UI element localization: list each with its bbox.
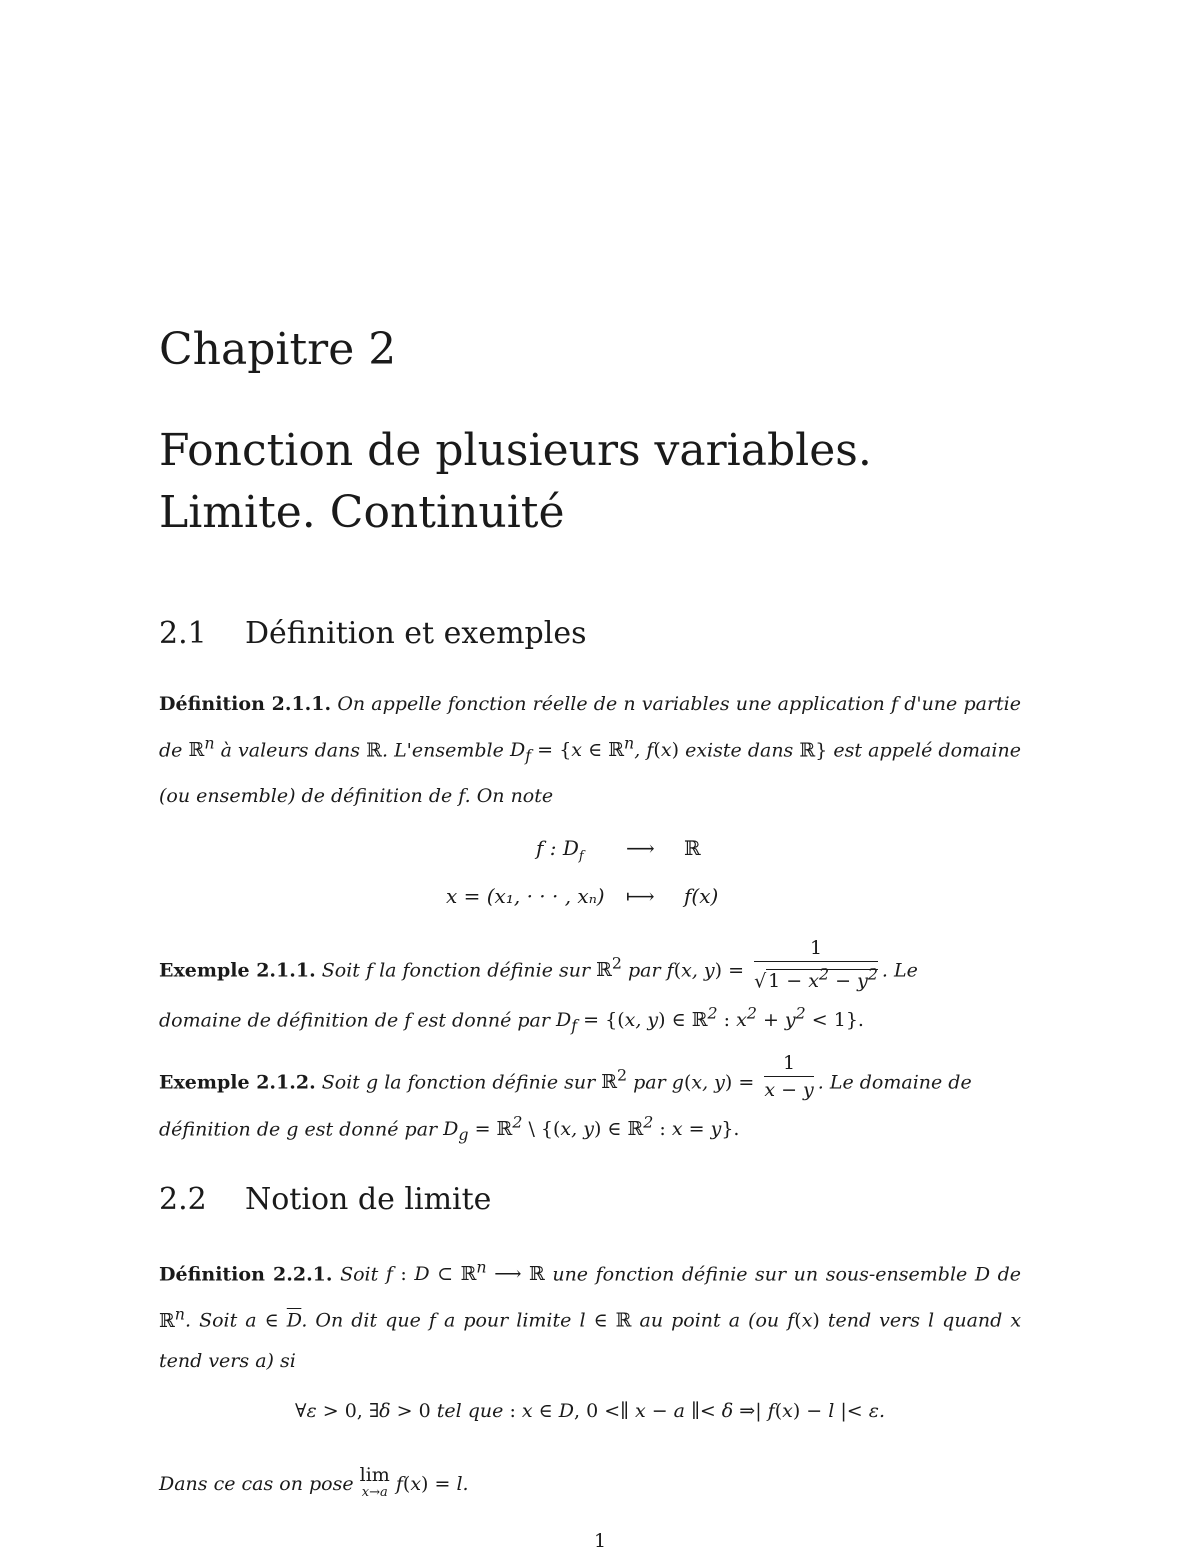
math-f: f xyxy=(458,785,465,808)
ex-text: la fonction définie sur xyxy=(384,1071,596,1094)
def-text: partie de xyxy=(159,693,1021,762)
def-text: tend vers xyxy=(827,1309,920,1332)
fraction-numerator: 1 xyxy=(754,935,878,962)
def-text: à valeurs dans xyxy=(220,739,361,762)
def-text: Soit xyxy=(340,1263,379,1286)
fraction-1-over-sqrt xyxy=(754,935,878,994)
section-number: 2.1 xyxy=(159,616,207,651)
math-fxy: f(x, y) = xyxy=(666,959,745,982)
math-a: a xyxy=(255,1349,267,1372)
math-domain-disc: $D_f = \{(x$, y) ∈ ℝ$^2$ : $x^2 + y^2 < 1$}. xyxy=(556,1003,864,1036)
chapter-title-line1: Fonction de plusieurs variables. xyxy=(159,425,872,476)
math-a-in-dbar: a ∈ $\overline{D}$ xyxy=(245,1309,302,1332)
section-title: Définition et exemples xyxy=(245,616,587,651)
math-x: x xyxy=(1010,1309,1022,1332)
math-fx: f(x) xyxy=(787,1309,820,1332)
def-text: est xyxy=(833,739,863,762)
ex-text: par xyxy=(633,1071,666,1094)
def-text: . On dit que xyxy=(301,1309,421,1332)
lim-subscript: x→a xyxy=(361,1485,388,1500)
math-g: g xyxy=(286,1118,299,1141)
page-number: 1 xyxy=(593,1530,607,1552)
ex-text: Soit xyxy=(321,959,360,982)
mapping-row2-arrow: ⟼ xyxy=(626,884,655,908)
math-gxy: g(x, y) = xyxy=(671,1071,755,1094)
chapter-label: Chapitre 2 xyxy=(159,324,397,375)
lim-word: lim xyxy=(359,1464,390,1486)
math-f: f xyxy=(404,1009,412,1032)
math-n: n xyxy=(623,693,636,715)
def-text: On appelle fonction réelle de xyxy=(337,693,618,715)
mapping-row2-right: f(x) xyxy=(684,884,719,908)
section-heading-2-1 xyxy=(159,614,586,654)
fraction-denominator: √ $1 - x^2 - y^2$ xyxy=(754,964,878,992)
math-fx-eq-l: f(x) = l. xyxy=(395,1473,469,1495)
lim-operator xyxy=(360,1464,390,1500)
math-f-def: f : D ⊂ ℝ$^n$ ⟶ ℝ xyxy=(385,1258,545,1286)
section-title: Notion de limite xyxy=(245,1182,492,1217)
math-l-in-r: l ∈ ℝ xyxy=(579,1309,632,1332)
def-text: d'une xyxy=(904,693,958,715)
def-text: variables une application xyxy=(641,693,885,715)
example-head: Exemple 2.1.2. xyxy=(159,1071,316,1094)
mapping-row-1 xyxy=(536,836,584,864)
definition-head: Définition 2.1.1. xyxy=(159,693,332,715)
chapter-title-line2: Limite. Continuité xyxy=(159,487,565,538)
def-text: tend vers xyxy=(159,1349,250,1372)
def-text: . L'ensemble xyxy=(381,739,504,762)
def-text: quand xyxy=(942,1309,1003,1332)
def-text: ) si xyxy=(266,1349,296,1372)
math-f: f xyxy=(890,693,899,715)
mapping-row1-right: ℝ xyxy=(684,836,701,860)
final-text: Dans ce cas on pose xyxy=(159,1473,354,1495)
mapping-row1-sub: f xyxy=(578,849,584,864)
tel-que-text: tel que xyxy=(436,1400,504,1422)
def-text: . Soit xyxy=(185,1309,238,1332)
ex-text: Soit xyxy=(321,1071,360,1094)
limit-notation xyxy=(159,1464,1021,1504)
math-d: D xyxy=(974,1263,991,1286)
math-g: g xyxy=(365,1071,379,1094)
math-f: f xyxy=(365,959,374,982)
example-2-1-2 xyxy=(159,1051,1021,1155)
math-domain-g: $D_g$ = ℝ$^2$ \ {(x, y) ∈ ℝ$^2$ : x = y}. xyxy=(443,1112,740,1144)
fraction-denominator: x − y xyxy=(764,1078,814,1101)
def-text: appelé domaine (ou ensemble) de définition de xyxy=(159,739,1021,808)
section-number: 2.2 xyxy=(159,1182,207,1217)
definition-head: Définition 2.2.1. xyxy=(159,1263,333,1286)
def-text: a pour limite xyxy=(443,1309,572,1332)
ex-text: la fonction définie sur xyxy=(379,959,591,982)
section-heading-2-2 xyxy=(159,1180,491,1220)
math-a: a xyxy=(728,1309,741,1332)
limit-condition: ∀ε > 0, ∃δ > 0 tel que : x ∈ D, 0 <∥ x − a ∥< δ ⇒| f(x) − l |< ε. xyxy=(295,1400,885,1422)
fraction-1-over-x-minus-y xyxy=(764,1050,813,1103)
math-domain-set: $D_f = \{x$ ∈ ℝ$^n$, f(x) xyxy=(509,734,679,766)
mapping-row1-left: f : D xyxy=(536,836,579,860)
ex-text: . Le xyxy=(881,959,918,982)
math-r-close: ℝ} xyxy=(799,739,828,762)
math-rn: ℝ$^n$ xyxy=(188,734,215,762)
example-2-1-1 xyxy=(159,936,1021,1046)
math-r2: ℝ$^2$ xyxy=(601,1066,628,1094)
math-r2: ℝ$^2$ xyxy=(596,954,622,982)
math-r: ℝ xyxy=(366,739,382,762)
def-text: . On note xyxy=(464,785,554,808)
def-text: une fonction définie sur un sous-ensemble xyxy=(552,1263,968,1286)
def-text: au point xyxy=(639,1309,721,1332)
math-rn: ℝ$^n$ xyxy=(159,1304,185,1332)
ex-text: est donné par xyxy=(304,1118,438,1141)
fraction-numerator: 1 xyxy=(764,1050,813,1077)
chapter-title xyxy=(159,420,1059,544)
example-head: Exemple 2.1.1. xyxy=(159,959,316,982)
ex-text: . Le domaine de xyxy=(817,1071,972,1094)
ex-text: définition de xyxy=(159,1118,281,1141)
ex-text: domaine de définition de xyxy=(159,1009,399,1032)
def-text: existe dans xyxy=(685,739,794,762)
math-f: f xyxy=(428,1309,436,1332)
def-text: (ou xyxy=(748,1309,780,1332)
ex-text: par xyxy=(628,959,661,982)
mapping-row2-left: x = (x₁, · · · , xₙ) xyxy=(446,884,605,908)
definition-2-2-1 xyxy=(159,1248,1021,1381)
ex-text: est donné par xyxy=(417,1009,550,1032)
math-l: l xyxy=(928,1309,935,1332)
mapping-row1-arrow: ⟶ xyxy=(626,836,655,860)
definition-2-1-1 xyxy=(159,684,1021,816)
def-text: de xyxy=(997,1263,1022,1286)
